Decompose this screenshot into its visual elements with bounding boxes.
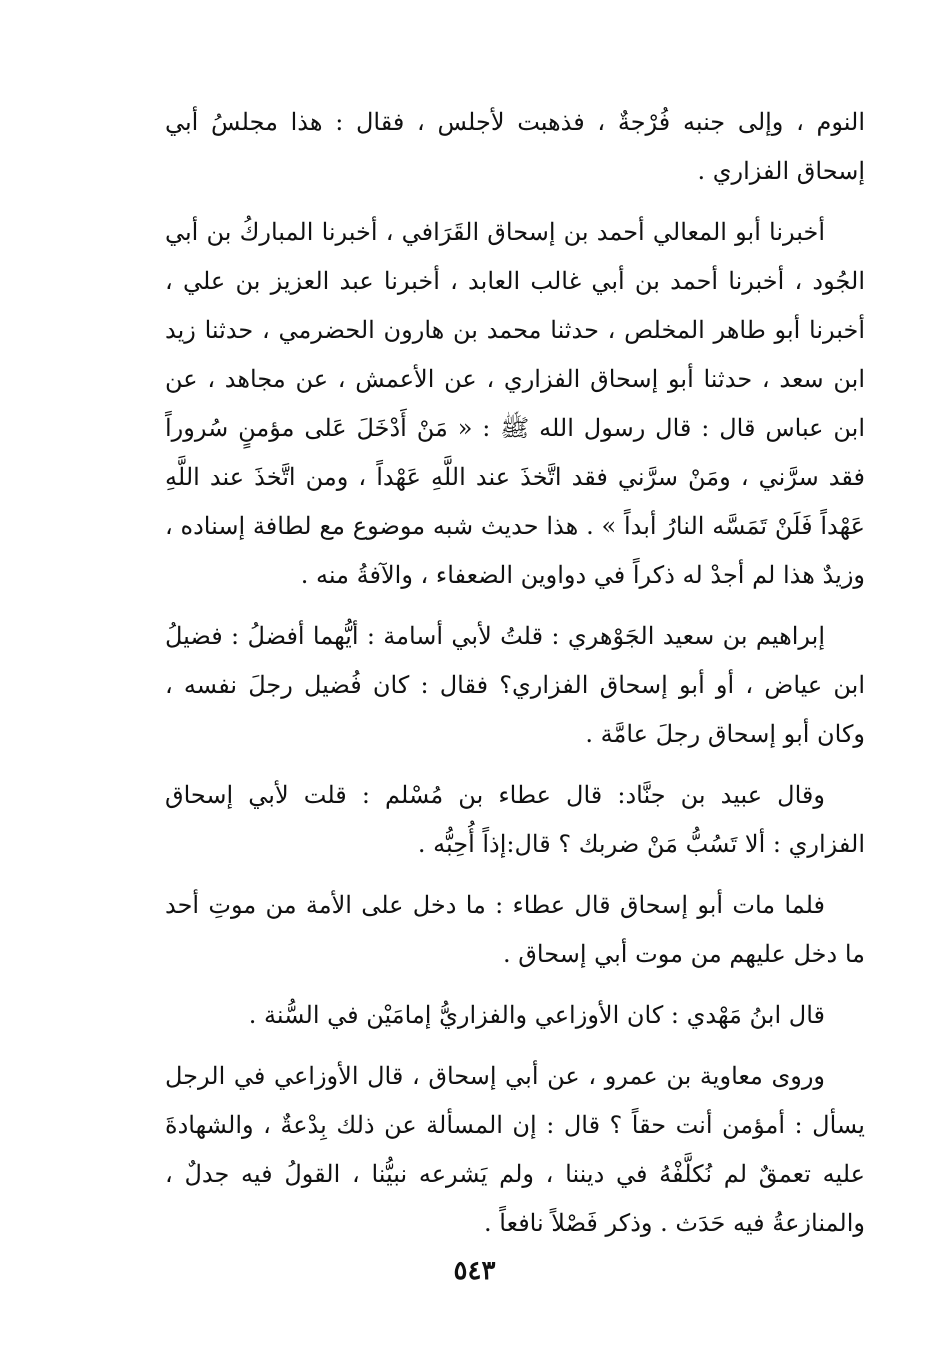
paragraph-5: فلما مات أبو إسحاق قال عطاء : ما دخل على الأمة من موتِ أحد ما دخل عليهم من موت أبي إسحاق . bbox=[165, 891, 865, 968]
paragraph-6: قال ابنُ مَهْدي : كان الأوزاعي والفزاريُّ إمامَيْن في السُّنة . bbox=[248, 1001, 825, 1029]
paragraph-2: أخبرنا أبو المعالي أحمد بن إسحاق القَرَافي ، أخبرنا المباركُ بن أبي الجُود ، أخبرنا أحمد بن أبي غالب العابد ، أخبرنا عبد العزيز بن علي ، أخبرنا أبو طاهر المخلص ، حدثنا محمد بن هارون الحضرمي ، حدثنا زيد ابن سعد ، حدثنا أبو إسحاق الفزاري ، عن الأعمش ، عن مجاهد ، عن ابن عباس قال : قال رسول الله ﷺ : « مَنْ أَدْخَلَ عَلى مؤمنٍ سُروراً فقد سرَّني ، ومَنْ سرَّني فقد اتَّخذَ عند اللَّهِ عَهْداً ، ومن اتَّخذَ عند اللَّهِ عَهْداً فَلَنْ تَمَسَّه النارُ أبداً » . هذا حديث شبه موضوع مع لطافة إسناده ، وزيدٌ هذا لم أجدْ له ذكراً في دواوين الضعفاء ، والآفةُ منه . bbox=[165, 218, 865, 589]
page-number: ٥٤٣ bbox=[453, 1256, 496, 1286]
paragraph-3: إبراهيم بن سعيد الجَوْهري : قلتُ لأبي أسامة : أيُّهما أفضلُ : فضيلُ ابن عياض ، أو أبو إسحاق الفزاري؟ فقال : كان فُضيل رجلَ نفسه ، وكان أبو إسحاق رجلَ عامَّة . bbox=[165, 622, 865, 748]
paragraph-4: وقال عبيد بن جنَّاد: قال عطاء بن مُسْلم : قلت لأبي إسحاق الفزاري : ألا تَسُبُّ مَنْ ضربك ؟ قال:إذاً أُحِبُّه . bbox=[165, 781, 865, 858]
paragraph-1: النوم ، وإلى جنبه فُرْجةٌ ، فذهبت لأجلس ، فقال : هذا مجلسُ أبي إسحاق الفزاري . bbox=[165, 108, 865, 185]
page-body-text bbox=[165, 98, 865, 1260]
paragraph-7: وروى معاوية بن عمرو ، عن أبي إسحاق ، قال الأوزاعي في الرجل يسأل : أمؤمن أنت حقاً ؟ قال : إن المسألة عن ذلك بِدْعةٌ ، والشهادةَ عليه تعمقٌ لم نُكلَّفْهُ في ديننا ، ولم يَشرعه نبيُّنا ، القولُ فيه جدلٌ ، والمنازعةُ فيه حَدَث . وذكر فَصْلاً نافعاً . bbox=[165, 1062, 865, 1237]
